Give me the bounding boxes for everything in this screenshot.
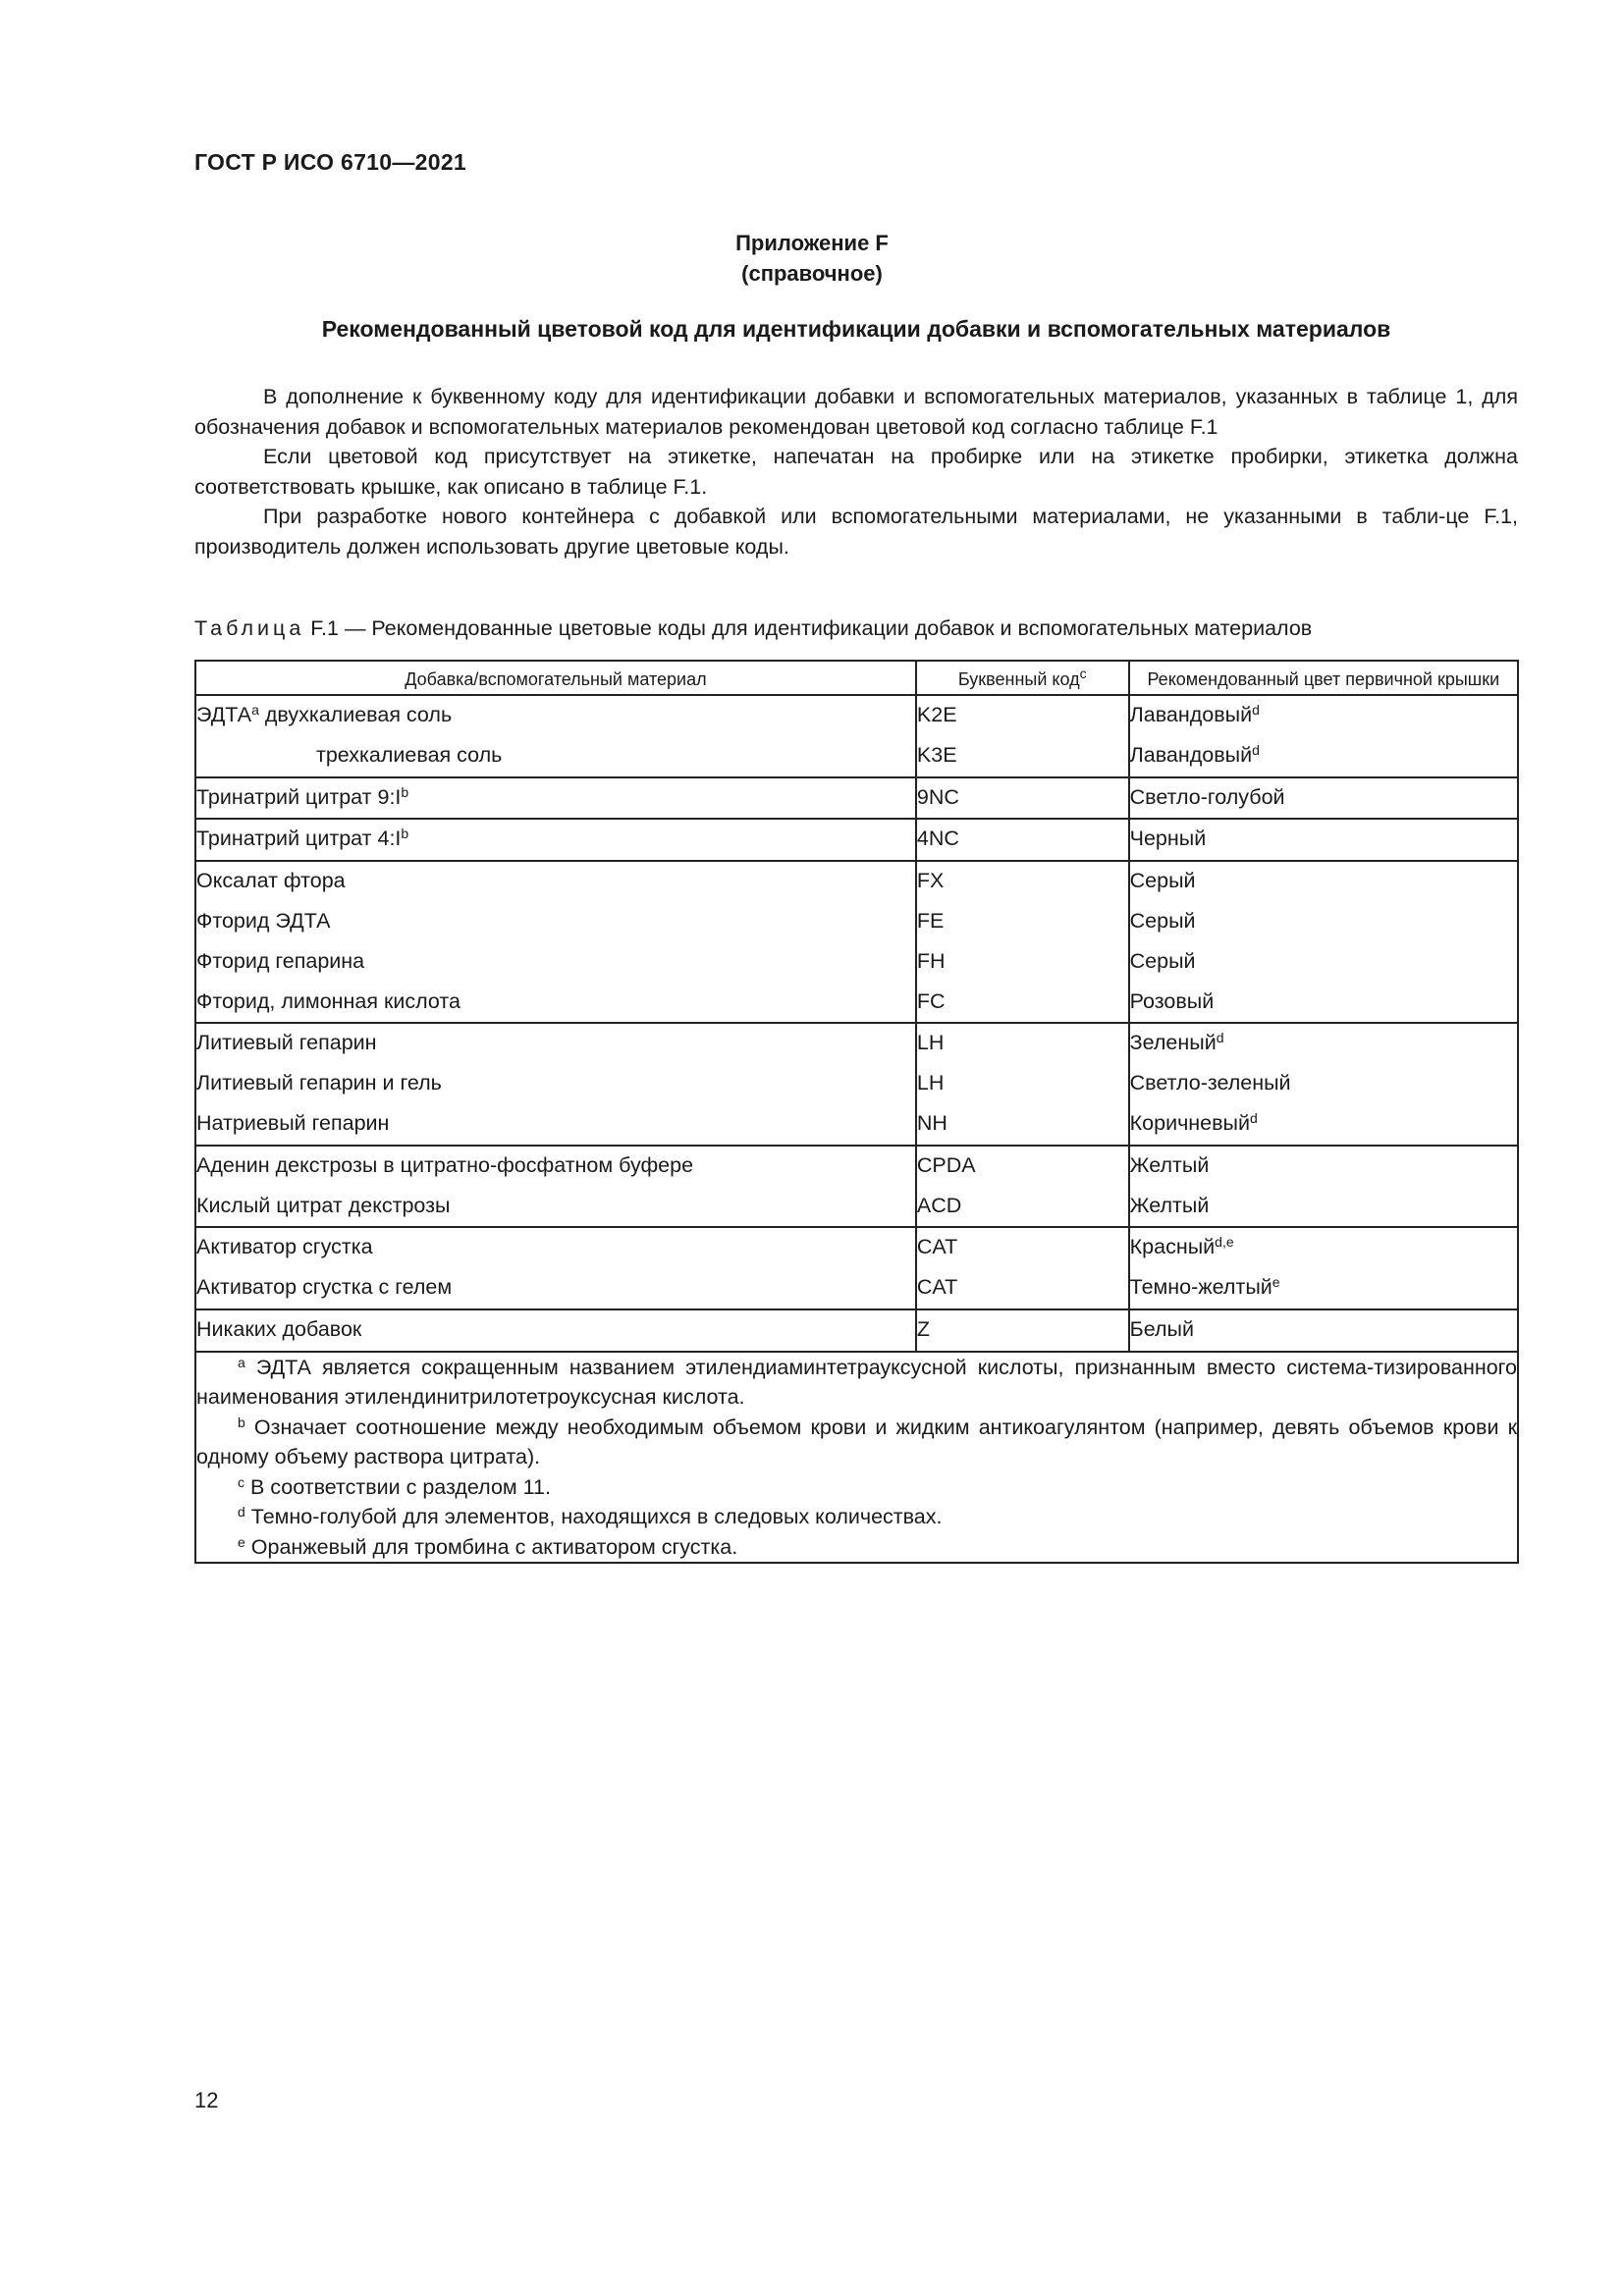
cell-color: Розовый [1129, 983, 1518, 1024]
paragraph: В дополнение к буквенному коду для идентификации добавки и вспомогательных материалов, указанных в таблице 1, для обозначения добавок и вспомогательных материалов рекомендован цветовой код согласно таблице F.1 [194, 385, 1518, 439]
cell-material: Активатор сгустка [195, 1227, 916, 1268]
cell-code: LH [916, 1064, 1129, 1104]
table-row [195, 1104, 1518, 1146]
cell-color: Лавандовый$^d$ [1129, 695, 1518, 736]
footnote: $^e$ Оранжевый для тромбина с активатором сгустка. [238, 1533, 738, 1559]
annex-title: Рекомендованный цветовой код для идентификации добавки и вспомогательных материалов [321, 316, 1391, 342]
cell-code: CAT [916, 1227, 1129, 1268]
document-code: ГОСТ Р ИСО 6710—2021 [194, 149, 467, 175]
cell-color: Светло-голубой [1129, 777, 1518, 820]
cell-color: Лавандовый$^d$ [1129, 736, 1518, 777]
cell-color: Желтый [1129, 1146, 1518, 1187]
table-caption [194, 616, 1520, 641]
paragraph: Если цветовой код присутствует на этикетке, напечатан на пробирке или на этикетке пробирки, этикетка должна соответствовать крышке, как описано в таблице F.1. [194, 445, 1518, 499]
cell-code: ACD [916, 1187, 1129, 1228]
cell-code: K2E [916, 695, 1129, 736]
cell-code: LH [916, 1023, 1129, 1064]
table-row [195, 736, 1518, 777]
cell-material: Тринатрий цитрат $4:I^b$ [195, 819, 916, 861]
cell-color: Серый [1129, 861, 1518, 902]
table-caption-text: F.1 — Рекомендованные цветовые коды для идентификации добавок и вспомогательных материалов [304, 616, 1313, 640]
table-row [195, 1227, 1518, 1268]
cell-color: Красный$^{d,e}$ [1129, 1227, 1518, 1268]
cell-code: CAT [916, 1268, 1129, 1309]
cell-color: Светло-зеленый [1129, 1064, 1518, 1104]
cell-material: Аденин декстрозы в цитратно-фосфатном буфере [195, 1146, 916, 1187]
table-row [195, 819, 1518, 861]
header-code: Буквенный код$^c$ [916, 661, 1129, 695]
cell-color: Серый [1129, 942, 1518, 983]
color-code-table [194, 660, 1519, 1564]
table-row [195, 1064, 1518, 1104]
table-row [195, 1023, 1518, 1064]
table-header-row [195, 661, 1518, 695]
cell-material: Тринатрий цитрат $9:I^b$ [195, 777, 916, 820]
cell-code: FE [916, 902, 1129, 942]
cell-material: Литиевый гепарин и гель [195, 1064, 916, 1104]
table-caption-word: Таблица [194, 616, 305, 640]
cell-color: Серый [1129, 902, 1518, 942]
table-row [195, 695, 1518, 736]
cell-code: 9NC [916, 777, 1129, 820]
cell-material: Фторид, лимонная кислота [195, 983, 916, 1024]
cell-code: 4NC [916, 819, 1129, 861]
cell-code: FX [916, 861, 1129, 902]
cell-material: Никаких добавок [195, 1309, 916, 1352]
footnote: $^b$ Означает соотношение между необходимым объемом крови и жидким антикоагулянтом (например, девять объемов крови к одному объему раствора цитрата). [196, 1414, 1517, 1469]
cell-material: Литиевый гепарин [195, 1023, 916, 1064]
header-material: Добавка/вспомогательный материал [195, 661, 916, 695]
cell-material: Активатор сгустка с гелем [195, 1268, 916, 1309]
table-row [195, 1187, 1518, 1228]
table-row [195, 1146, 1518, 1187]
table-row [195, 983, 1518, 1024]
footnote: $^d$ Темно-голубой для элементов, находящихся в следовых количествах. [238, 1504, 943, 1529]
page-number: 12 [194, 2088, 219, 2112]
cell-code: FH [916, 942, 1129, 983]
cell-color: Черный [1129, 819, 1518, 861]
header-color: Рекомендованный цвет первичной крышки [1129, 661, 1518, 695]
intro-paragraphs [194, 382, 1518, 561]
footnote: $^a$ ЭДТА является сокращенным названием этилендиаминтетрауксусной кислоты, признанным вместо система-тизированного наименования этилендинитрилотетроуксусная кислота. [196, 1354, 1517, 1410]
cell-color: Темно-желтый$^e$ [1129, 1268, 1518, 1309]
cell-material: Фторид гепарина [195, 942, 916, 983]
table-row [195, 1309, 1518, 1352]
table-row [195, 1268, 1518, 1309]
cell-material: Кислый цитрат декстрозы [195, 1187, 916, 1228]
cell-material: Фторид ЭДТА [195, 902, 916, 942]
cell-material: трехкалиевая соль [195, 736, 916, 777]
cell-code: NH [916, 1104, 1129, 1146]
cell-code: K3E [916, 736, 1129, 777]
footnote: $^c$ В соответствии с разделом 11. [238, 1473, 551, 1499]
cell-color: Зеленый$^d$ [1129, 1023, 1518, 1064]
cell-color: Коричневый$^d$ [1129, 1104, 1518, 1146]
cell-code: FC [916, 983, 1129, 1024]
cell-code: Z [916, 1309, 1129, 1352]
cell-color: Белый [1129, 1309, 1518, 1352]
table-row [195, 942, 1518, 983]
cell-material: Натриевый гепарин [195, 1104, 916, 1146]
table-footnotes [195, 1352, 1518, 1564]
paragraph: При разработке нового контейнера с добавкой или вспомогательными материалами, не указанными в табли-це F.1, производитель должен использовать другие цветовые коды. [194, 505, 1518, 559]
table-row [195, 777, 1518, 820]
cell-color: Желтый [1129, 1187, 1518, 1228]
annex-heading [0, 228, 1624, 289]
table-row [195, 902, 1518, 942]
cell-material: ЭДТА$^a$ двухкалиевая соль [195, 695, 916, 736]
table-row [195, 861, 1518, 902]
cell-material: Оксалат фтора [195, 861, 916, 902]
table-footnotes-row [195, 1352, 1518, 1564]
annex-label: Приложение F [735, 231, 889, 255]
annex-type: (справочное) [741, 261, 883, 286]
cell-code: CPDA [916, 1146, 1129, 1187]
